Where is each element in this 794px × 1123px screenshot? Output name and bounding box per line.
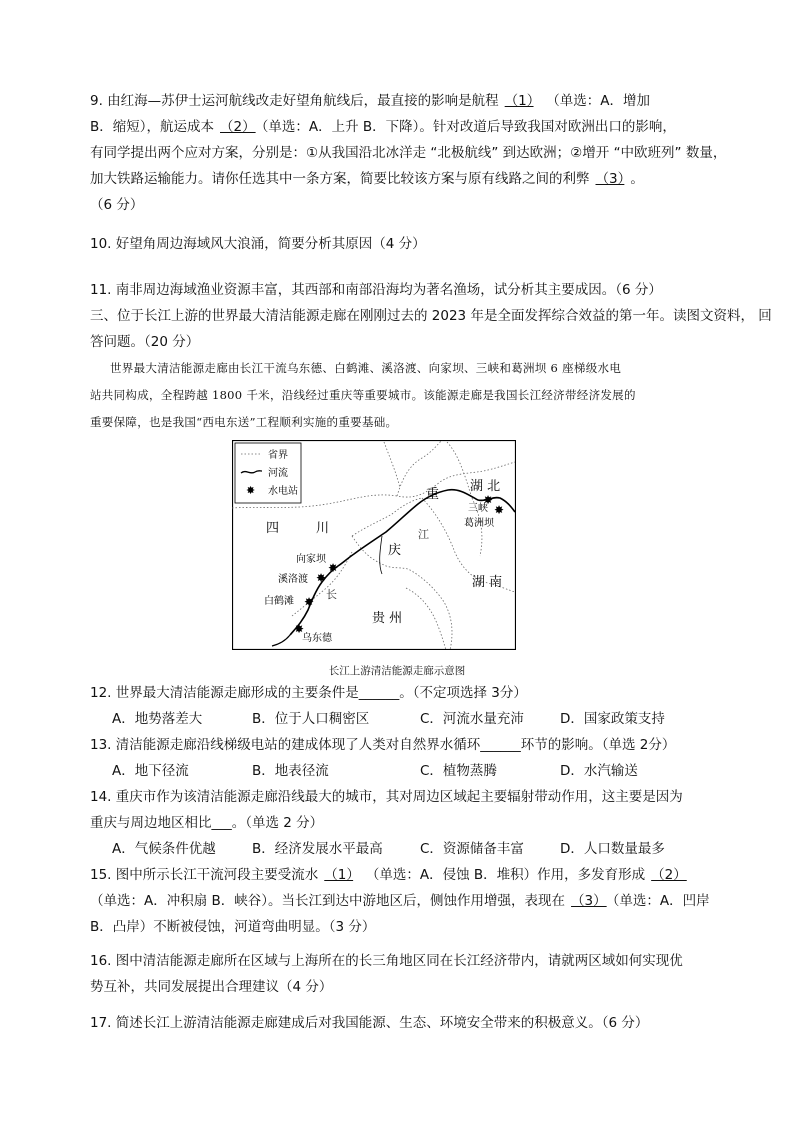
q14-options <box>112 836 712 862</box>
q13-option-a: A．地下径流 <box>112 763 189 779</box>
q12-option-b: B．位于人口稠密区 <box>252 711 370 727</box>
q13-options <box>112 758 712 784</box>
q12-option-d: D．国家政策支持 <box>560 711 665 727</box>
section-3-intro: 世界最大清洁能源走廊由长江干流乌东德、白鹤滩、溪洛渡、向家坝、三峡和葛洲坝 6 座梯级水电 站共同构成，全程跨越 1800 千米，沿线经过重庆等重要城市。该能源走廊是我国长江经济带经济发展的 重要保障，也是我国“西电东送”工程顺利实施的重要基础。 <box>90 361 636 429</box>
q9-line2: B．缩短），航运成本 （2） （单选：A．上升 B．下降）。针对改道后导致我国对欧洲出口的影响， <box>90 119 676 135</box>
map-caption: 长江上游清洁能源走廊示意图 <box>328 665 466 677</box>
q12-options <box>112 706 712 732</box>
station-label-xiluodu: 溪洛渡 <box>278 574 308 585</box>
q9-blank-3: （3） <box>595 171 625 187</box>
q15-blank-1: （1） <box>324 867 354 883</box>
question-16: 16. 图中清洁能源走廊所在区域与上海所在的长三角地区同在长江经济带内，请就两区域如何实现优 势互补，共同发展提出合理建议（4 分） <box>90 953 683 995</box>
q9-score: （6 分） <box>90 197 144 213</box>
question-13: 13. 清洁能源走廊沿线梯级电站的建成体现了人类对自然界水循环______环节的影响。（单选 2分） <box>90 737 676 753</box>
station-icon-gezhouba: ✸ <box>494 503 505 517</box>
question-15: 15. 图中所示长江干流河段主要受流水 （1） （单选：A．侵蚀 B．堆积）作用，多发育形成 （2） （单选：A．冲积扇 B．峡谷）。当长江到达中游地区后，侧蚀作用增强，表现在 （3） （单选：A．凹岸 B．凸岸）不断被侵蚀，河道弯曲明显。（3 分） <box>90 867 710 935</box>
province-hubei: 湖 北 <box>470 479 501 494</box>
station-icon-sanxia: ✸ <box>483 493 494 507</box>
question-14: 14. 重庆市作为该清洁能源走廊沿线最大的城市，其对周边区域起主要辐射带动作用，这主要是因为 重庆与周边地区相比___。（单选 2 分） <box>90 789 683 831</box>
q13-option-d: D．水汽输送 <box>560 763 638 779</box>
question-10: 10. 好望角周边海域风大浪涌，简要分析其原因（4 分） <box>90 236 426 252</box>
question-12: 12. 世界最大清洁能源走廊形成的主要条件是______。（不定项选择 3分） <box>90 685 527 701</box>
province-chongqing-2: 庆 <box>388 543 402 558</box>
station-label-xiangjiaba: 向家坝 <box>296 554 326 565</box>
question-11: 11. 南非周边海域渔业资源丰富，其西部和南部沿海均为著名渔场，试分析其主要成因。（6 分） <box>90 282 662 298</box>
q9-line3: 有同学提出两个应对方案，分别是：①从我国沿北冰洋走 “北极航线” 到达欧洲；②增开 “中欧班列” 数量， <box>90 145 727 161</box>
section-3-header: 三、位于长江上游的世界最大清洁能源走廊在刚刚过去的 2023 年是全面发挥综合效益的第一年。读图文资料， 回 答问题。（20 分） <box>90 308 772 350</box>
q9-line1: 9. 由红海—苏伊士运河航线改走好望角航线后，最直接的影响是航程 （1） （单选：A．增加 <box>90 93 651 109</box>
q13-option-b: B．地表径流 <box>252 763 329 779</box>
station-icon-wudongde: ✸ <box>294 622 305 636</box>
q14-option-a: A．气候条件优越 <box>112 841 216 857</box>
province-sichuan-2: 川 <box>316 521 330 536</box>
station-icon-xiluodu: ✸ <box>316 571 327 585</box>
q15-blank-2: （2） <box>651 867 687 883</box>
river-label-jiang: 江 <box>418 528 429 541</box>
station-label-wudongde: 乌东德 <box>302 633 332 644</box>
q9-line4: 加大铁路运输能力。请你任选其中一条方案，简要比较该方案与原有线路之间的利弊 （3） 。 <box>90 171 644 187</box>
legend-station-icon: ✸ <box>246 484 256 497</box>
province-hunan: 湖 南 <box>472 575 503 590</box>
question-17: 17. 简述长江上游清洁能源走廊建成后对我国能源、生态、环境安全带来的积极意义。（6 分） <box>90 1015 649 1031</box>
q12-option-c: C．河流水量充沛 <box>420 711 524 727</box>
q13-option-c: C．植物蒸腾 <box>420 763 497 779</box>
legend-station-label: 水电站 <box>268 486 298 497</box>
province-sichuan-1: 四 <box>266 521 280 536</box>
map-legend <box>235 443 301 503</box>
river-label-chang: 长 <box>326 588 337 601</box>
q9-blank-1: （1） <box>504 93 534 109</box>
legend-river-label: 河流 <box>268 468 288 479</box>
yangtze-energy-corridor-map <box>232 440 516 650</box>
legend-boundary-label: 省界 <box>268 450 288 461</box>
q12-option-a: A．地势落差大 <box>112 711 203 727</box>
q15-blank-3: （3） <box>571 893 607 909</box>
q14-option-b: B．经济发展水平最高 <box>252 841 383 857</box>
station-label-baihetan: 白鹤滩 <box>264 596 294 607</box>
q14-option-c: C．资源储备丰富 <box>420 841 524 857</box>
station-label-gezhouba: 葛洲坝 <box>464 518 494 529</box>
q14-option-d: D．人口数量最多 <box>560 841 665 857</box>
province-chongqing-1: 重 <box>426 487 440 502</box>
province-guizhou: 贵 州 <box>372 611 403 626</box>
question-9 <box>90 88 730 218</box>
station-icon-baihetan: ✸ <box>304 595 315 609</box>
station-icon-xiangjiaba: ✸ <box>328 561 339 575</box>
station-label-sanxia: 三峡 <box>468 503 488 514</box>
q9-blank-2: （2） <box>220 119 256 135</box>
